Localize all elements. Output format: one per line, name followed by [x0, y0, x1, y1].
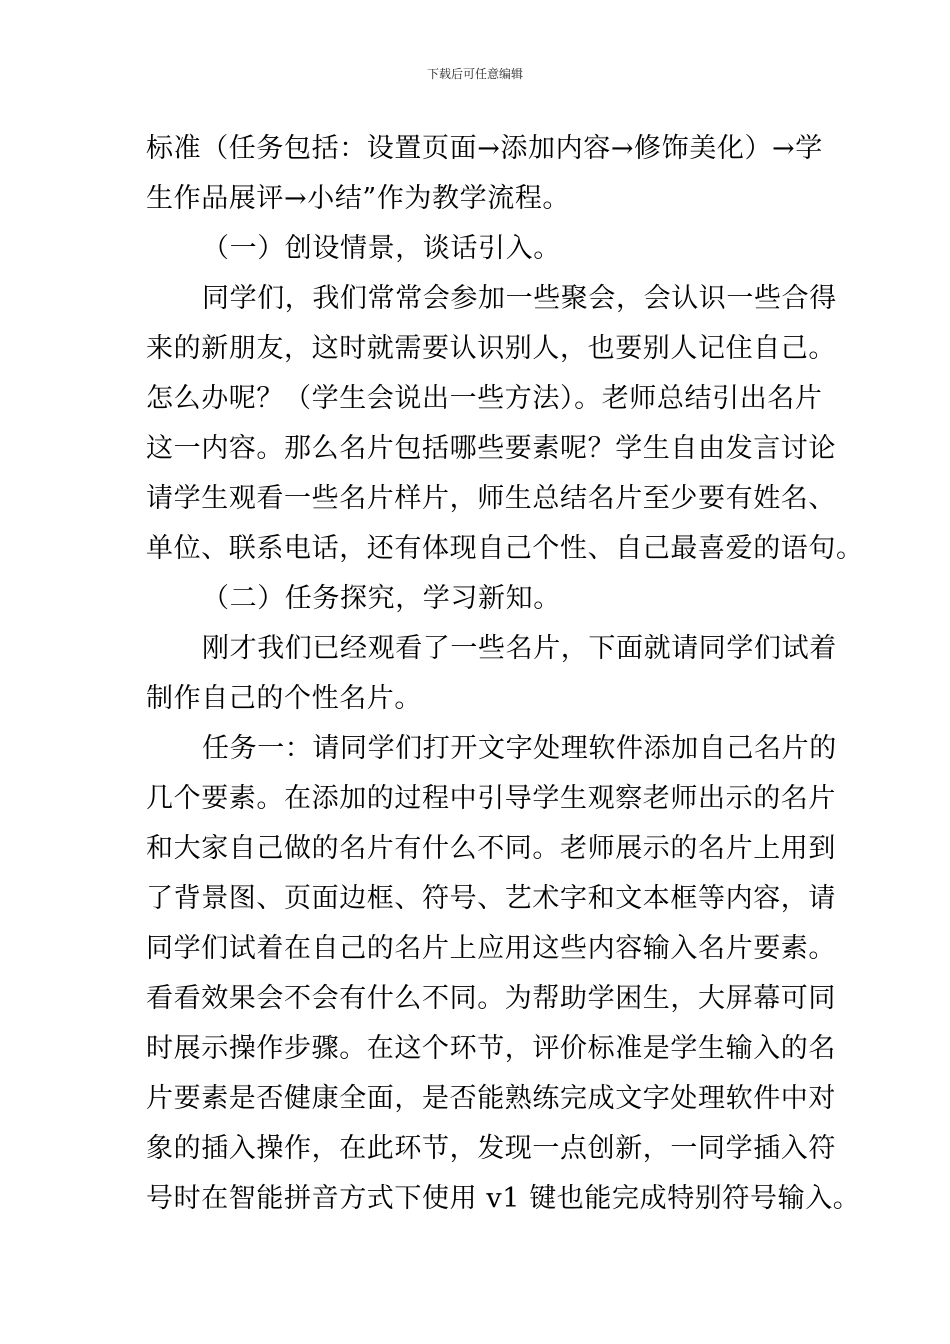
text-line: 了背景图、页面边框、符号、艺术字和文本框等内容，请 [146, 883, 836, 914]
text-line: 片要素是否健康全面，是否能熟练完成文字处理软件中对 [146, 1083, 836, 1114]
section-heading: （二）任务探究，学习新知。 [202, 583, 561, 614]
text-line: 时展示操作步骤。在这个环节，评价标准是学生输入的名 [146, 1033, 836, 1064]
text-line: 和大家自己做的名片有什么不同。老师展示的名片上用到 [146, 833, 836, 864]
document-body [146, 124, 864, 1224]
paragraph-start: 任务一：请同学们打开文字处理软件添加自己名片的 [202, 733, 837, 764]
text-line: 象的插入操作，在此环节，发现一点创新，一同学插入符 [146, 1133, 836, 1164]
text-line: 几个要素。在添加的过程中引导学生观察老师出示的名片 [146, 783, 836, 814]
text-line: 看看效果会不会有什么不同。为帮助学困生，大屏幕可同 [146, 983, 836, 1014]
text-line: 制作自己的个性名片。 [146, 683, 422, 714]
paragraph-start: 同学们，我们常常会参加一些聚会，会认识一些合得 [202, 283, 837, 314]
text-line: 怎么办呢？（学生会说出一些方法）。老师总结引出名片 [146, 383, 823, 414]
text-line: 来的新朋友，这时就需要认识别人，也要别人记住自己。 [146, 333, 836, 364]
section-heading: （一）创设情景，谈话引入。 [202, 233, 561, 264]
text-line: 号时在智能拼音方式下使用 v1 键也能完成特别符号输入。 [146, 1183, 861, 1214]
text-line: 标准（任务包括：设置页面→添加内容→修饰美化）→学 [146, 133, 823, 164]
text-line: 请学生观看一些名片样片，师生总结名片至少要有姓名、 [146, 483, 836, 514]
paragraph-start: 刚才我们已经观看了一些名片，下面就请同学们试着 [202, 633, 837, 664]
text-line: 单位、联系电话，还有体现自己个性、自己最喜爱的语句。 [146, 533, 864, 564]
text-line: 这一内容。那么名片包括哪些要素呢？学生自由发言讨论 [146, 433, 836, 464]
page-header: 下载后可任意编辑 [426, 67, 523, 81]
text-line: 同学们试着在自己的名片上应用这些内容输入名片要素。 [146, 933, 836, 964]
text-line: 生作品展评→小结”作为教学流程。 [146, 183, 571, 214]
